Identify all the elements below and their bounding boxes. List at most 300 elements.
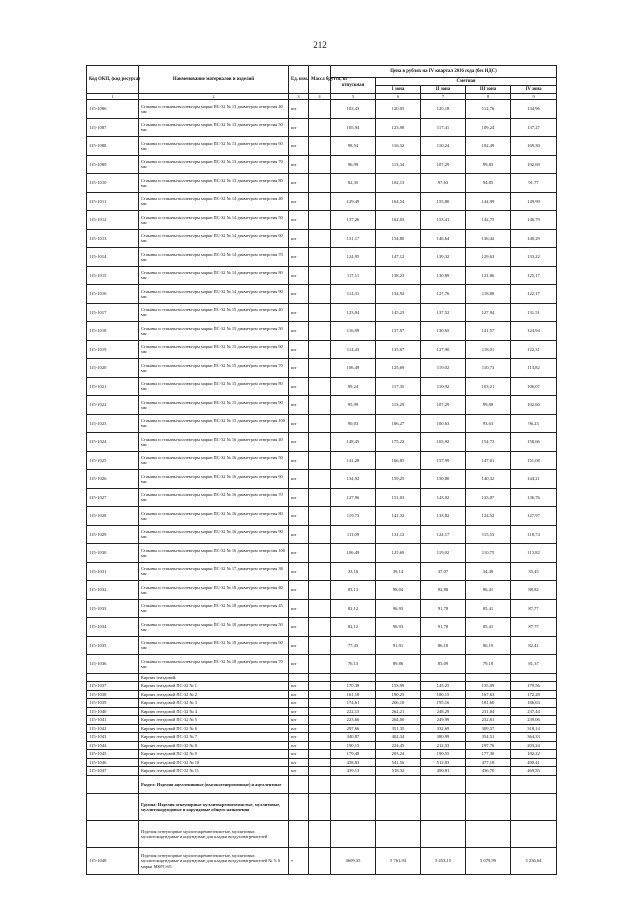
- table-row: [87, 377, 557, 396]
- column-number: 3: [289, 94, 309, 100]
- cell-gross: [309, 848, 331, 875]
- section-heading: Группа: Изделия огнеупорные муллитокремнеземистые, муллитовые, муллитокорундовые и корундовые общего назначения: [139, 794, 289, 821]
- cell-zone-3: 121,57: [466, 322, 511, 341]
- column-number: 1: [87, 94, 139, 100]
- cell-release: 141,28: [331, 451, 376, 470]
- cell-code: 115-1026: [87, 470, 139, 489]
- empty-cell: [511, 821, 557, 848]
- cell-zone-1: 123,98: [376, 118, 421, 137]
- cell-unit: шт: [289, 470, 309, 489]
- cell-unit: шт: [289, 155, 309, 174]
- table-row: [87, 414, 557, 433]
- cell-code: 115-1023: [87, 414, 139, 433]
- table-row: [87, 682, 557, 691]
- cell-zone-4: 113,82: [511, 359, 557, 378]
- section-row: [87, 775, 557, 794]
- table-row: [87, 211, 557, 230]
- cell-zone-1: 137,97: [376, 322, 421, 341]
- cell-name: Кирпич гнездовой ПС-32 № 10: [139, 758, 289, 767]
- cell-zone-1: 96,93: [376, 618, 421, 637]
- column-number: 7: [421, 94, 466, 100]
- cell-gross: [309, 211, 331, 230]
- cell-gross: [309, 581, 331, 600]
- cell-zone-4: 102,60: [511, 396, 557, 415]
- cell-unit: шт: [289, 118, 309, 137]
- cell-release: 116,99: [331, 322, 376, 341]
- table-row: [87, 174, 557, 193]
- cell-zone-1: 91,91: [376, 636, 421, 655]
- cell-name: Стаканы и стаканы-коллекторы марки ПС-32 № 16 диаметром отверстия 60 мм: [139, 470, 289, 489]
- cell-name: Стаканы и стаканы-коллекторы марки ПС-32 № 15 диаметром отверстия 60 мм: [139, 340, 289, 359]
- cell-unit: шт: [289, 707, 309, 716]
- cell-code: 115-1046: [87, 758, 139, 767]
- cell-name: Стаканы и стаканы-коллекторы марки ПС-32 № 15 диаметром отверстия 80 мм: [139, 377, 289, 396]
- column-number: 5: [331, 94, 376, 100]
- cell-zone-4: 87,77: [511, 599, 557, 618]
- table-row: [87, 733, 557, 742]
- cell-unit: шт: [289, 285, 309, 304]
- cell-unit: шт: [289, 488, 309, 507]
- cell-code: 115-1022: [87, 396, 139, 415]
- header-estimate: Сметная: [376, 78, 557, 86]
- cell-unit: шт: [289, 303, 309, 322]
- cell-zone-3: 231,04: [466, 707, 511, 716]
- cell-code: 115-1012: [87, 211, 139, 230]
- cell-zone-2: 190,55: [421, 750, 466, 759]
- cell-name: Стаканы и стаканы-коллекторы марки ПС-32 № 13 диаметром отверстия 70 мм: [139, 155, 289, 174]
- cell-code: 115-1089: [87, 155, 139, 174]
- cell-release: 223,66: [331, 716, 376, 725]
- cell-release: 222,15: [331, 707, 376, 716]
- cell-zone-3: 232,61: [466, 716, 511, 725]
- cell-name: Стаканы и стаканы-коллекторы марки ПС-32 № 15 диаметром отверстия 100 мм: [139, 414, 289, 433]
- cell-code: 115-1041: [87, 716, 139, 725]
- cell-name: Стаканы и стаканы-коллекторы марки ПС-32 № 18 диаметром отверстия 60 мм: [139, 636, 289, 655]
- cell-release: 114,43: [331, 340, 376, 359]
- cell-code: 115-1035: [87, 636, 139, 655]
- cell-release: 106,49: [331, 544, 376, 563]
- cell-release: 106,49: [331, 359, 376, 378]
- cell-zone-3: 94,85: [466, 174, 511, 193]
- cell-unit: шт: [289, 174, 309, 193]
- cell-unit: шт: [289, 767, 309, 776]
- cell-zone-2: 86,18: [421, 636, 466, 655]
- cell-name: Стаканы и стаканы-коллекторы марки ПС-32 № 18 диаметром отверстия 40 мм: [139, 581, 289, 600]
- section-row: [87, 821, 557, 848]
- empty-cell: [376, 821, 421, 848]
- empty-cell: [309, 673, 331, 682]
- cell-zone-3: 93,63: [466, 414, 511, 433]
- cell-unit: шт: [289, 716, 309, 725]
- cell-unit: шт: [289, 599, 309, 618]
- cell-zone-2: 91,78: [421, 618, 466, 637]
- cell-zone-1: 135,07: [376, 340, 421, 359]
- cell-gross: [309, 303, 331, 322]
- section-heading: Раздел: Изделия ацелленинные (высокогенероменные) и ацеллентные: [139, 775, 289, 794]
- empty-cell: [289, 821, 309, 848]
- cell-release: 148,45: [331, 433, 376, 452]
- cell-zone-1: 5 761,93: [376, 848, 421, 875]
- cell-zone-3: 167,63: [466, 690, 511, 699]
- cell-zone-3: 121,86: [466, 266, 511, 285]
- cell-zone-1: 402,34: [376, 733, 421, 742]
- cell-gross: [309, 707, 331, 716]
- empty-cell: [331, 673, 376, 682]
- cell-gross: [309, 525, 331, 544]
- cell-unit: шт: [289, 507, 309, 526]
- cell-name: Кирпич гнездовой ПС-32 № 1: [139, 682, 289, 691]
- empty-cell: [466, 775, 511, 794]
- cell-zone-1: 190,25: [376, 690, 421, 699]
- section-row: [87, 673, 557, 682]
- cell-code: 115-1013: [87, 229, 139, 248]
- cell-zone-2: 5 453,15: [421, 848, 466, 875]
- cell-gross: [309, 285, 331, 304]
- column-number: 6: [376, 94, 421, 100]
- empty-cell: [87, 775, 139, 794]
- cell-release: 129,49: [331, 192, 376, 211]
- cell-zone-2: 110,24: [421, 137, 466, 156]
- table-row: [87, 699, 557, 708]
- cell-name: Кирпич гнездовой ПС-32 № 6: [139, 724, 289, 733]
- cell-zone-2: 107,29: [421, 155, 466, 174]
- section-row: [87, 794, 557, 821]
- cell-zone-2: 180,15: [421, 690, 466, 699]
- cell-zone-3: 99,83: [466, 155, 511, 174]
- cell-gross: [309, 716, 331, 725]
- empty-cell: [289, 775, 309, 794]
- cell-code: 115-1087: [87, 118, 139, 137]
- cell-zone-2: 150,80: [421, 470, 466, 489]
- cell-name: Стаканы и стаканы-коллекторы марки ПС-32 № 14 диаметром отверстия 80 мм: [139, 266, 289, 285]
- cell-release: 83,13: [331, 581, 376, 600]
- cell-gross: [309, 192, 331, 211]
- cell-gross: [309, 266, 331, 285]
- cell-zone-1: 154,80: [376, 229, 421, 248]
- empty-cell: [331, 821, 376, 848]
- empty-cell: [309, 821, 331, 848]
- cell-release: 33,16: [331, 562, 376, 581]
- cell-zone-2: 92,88: [421, 581, 466, 600]
- cell-zone-4: 35,45: [511, 562, 557, 581]
- cell-code: 115-1037: [87, 682, 139, 691]
- cell-unit: шт: [289, 451, 309, 470]
- table-row: [87, 266, 557, 285]
- cell-name: Стаканы и стаканы-коллекторы марки ПС-32 № 13 диаметром отверстия 60 мм: [139, 137, 289, 156]
- cell-code: 115-1021: [87, 377, 139, 396]
- cell-zone-3: 118,01: [466, 340, 511, 359]
- cell-zone-2: 130,65: [421, 322, 466, 341]
- cell-code: 115-1048: [87, 848, 139, 875]
- cell-zone-2: 97,63: [421, 174, 466, 193]
- cell-name: Стаканы и стаканы-коллекторы марки ПС-32 № 16 диаметром отверстия 100 мм: [139, 544, 289, 563]
- cell-name: Стаканы и стаканы-коллекторы марки ПС-32 № 14 диаметром отверстия 90 мм: [139, 285, 289, 304]
- cell-zone-2: 127,90: [421, 340, 466, 359]
- cell-zone-2: 124,17: [421, 525, 466, 544]
- cell-gross: [309, 544, 331, 563]
- cell-zone-4: 134,96: [511, 100, 557, 119]
- cell-release: 90,03: [331, 414, 376, 433]
- cell-zone-1: 541,56: [376, 758, 421, 767]
- cell-unit: шт: [289, 562, 309, 581]
- cell-release: 458,83: [331, 758, 376, 767]
- cell-zone-4: 239,06: [511, 716, 557, 725]
- cell-name: Стаканы и стаканы-коллекторы марки ПС-32 № 16 диаметром отверстия 90 мм: [139, 525, 289, 544]
- cell-zone-1: 224,45: [376, 741, 421, 750]
- cell-zone-4: 131,51: [511, 303, 557, 322]
- cell-unit: шт: [289, 359, 309, 378]
- cell-zone-1: 89,86: [376, 655, 421, 674]
- cell-unit: шт: [289, 137, 309, 156]
- cell-name: Стаканы и стаканы-коллекторы марки ПС-32 № 13 диаметром отверстия 40 мм: [139, 100, 289, 119]
- cell-unit: шт: [289, 340, 309, 359]
- cell-zone-3: 197,76: [466, 741, 511, 750]
- cell-release: 123,04: [331, 303, 376, 322]
- cell-gross: [309, 414, 331, 433]
- cell-name: Стаканы и стаканы-коллекторы марки ПС-32 № 14 диаметром отверстия 60 мм: [139, 229, 289, 248]
- cell-zone-2: 212,53: [421, 741, 466, 750]
- cell-zone-1: 162,03: [376, 211, 421, 230]
- cell-release: 4609,35: [331, 848, 376, 875]
- cell-release: 114,31: [331, 285, 376, 304]
- header-unit: Ед. изм.: [289, 66, 309, 94]
- cell-gross: [309, 470, 331, 489]
- column-number: 8: [466, 94, 511, 100]
- cell-zone-4: 169,30: [511, 137, 557, 156]
- cell-code: 115-1086: [87, 100, 139, 119]
- table-row: [87, 562, 557, 581]
- cell-unit: шт: [289, 377, 309, 396]
- header-zone-2: II зона: [421, 86, 466, 94]
- cell-code: 115-1031: [87, 562, 139, 581]
- cell-gross: [309, 767, 331, 776]
- cell-code: 115-1016: [87, 285, 139, 304]
- cell-zone-2: 145,25: [421, 682, 466, 691]
- table-row: [87, 655, 557, 674]
- cell-release: 96,99: [331, 155, 376, 174]
- page-number: 212: [313, 40, 327, 50]
- cell-name: Стаканы и стаканы-коллекторы марки ПС-32 № 16 диаметром отверстия 80 мм: [139, 507, 289, 526]
- cell-zone-4: 81,37: [511, 655, 557, 674]
- cell-zone-1: 351,35: [376, 724, 421, 733]
- table-row: [87, 303, 557, 322]
- cell-code: 115-1017: [87, 303, 139, 322]
- cell-name: Стаканы и стаканы-коллекторы марки ПС-32 № 18 диаметром отверстия 70 мм: [139, 655, 289, 674]
- cell-code: 115-1040: [87, 707, 139, 716]
- cell-zone-4: 118,74: [511, 525, 557, 544]
- cell-gross: [309, 636, 331, 655]
- cell-gross: [309, 155, 331, 174]
- header-code: Код ОКП, (код ресурса): [87, 66, 139, 94]
- empty-cell: [376, 794, 421, 821]
- cell-release: 119,73: [331, 507, 376, 526]
- table-row: [87, 433, 557, 452]
- cell-zone-4: 127,97: [511, 507, 557, 526]
- cell-zone-2: 85,09: [421, 655, 466, 674]
- table-row: [87, 488, 557, 507]
- cell-release: 105,94: [331, 118, 376, 137]
- cell-zone-4: 186,63: [511, 699, 557, 708]
- cell-zone-1: 113,29: [376, 396, 421, 415]
- cell-zone-3: 147,01: [466, 451, 511, 470]
- cell-zone-4: 82,41: [511, 636, 557, 655]
- cell-zone-3: 140,32: [466, 470, 511, 489]
- cell-zone-3: 86,41: [466, 581, 511, 600]
- empty-cell: [511, 673, 557, 682]
- cell-zone-4: 137,27: [511, 118, 557, 137]
- table-row: [87, 470, 557, 489]
- cell-zone-2: 91,78: [421, 599, 466, 618]
- cell-zone-3: 5 079,99: [466, 848, 511, 875]
- cell-gross: [309, 699, 331, 708]
- cell-gross: [309, 322, 331, 341]
- cell-release: 103,43: [331, 100, 376, 119]
- cell-zone-4: 318,14: [511, 724, 557, 733]
- cell-zone-2: 110,92: [421, 377, 466, 396]
- empty-cell: [466, 794, 511, 821]
- cell-zone-4: 192,69: [511, 155, 557, 174]
- cell-release: 340,87: [331, 733, 376, 742]
- price-table: [86, 65, 557, 875]
- cell-zone-3: 124,52: [466, 507, 511, 526]
- cell-name: Стаканы и стаканы-коллекторы марки ПС-32 № 14 диаметром отверстия 50 мм: [139, 211, 289, 230]
- empty-cell: [421, 775, 466, 794]
- cell-unit: шт: [289, 655, 309, 674]
- cell-release: 174,61: [331, 699, 376, 708]
- cell-zone-2: 249,99: [421, 716, 466, 725]
- cell-zone-4: 203,24: [511, 741, 557, 750]
- cell-code: 115-1030: [87, 544, 139, 563]
- cell-gross: [309, 137, 331, 156]
- cell-unit: шт: [289, 733, 309, 742]
- cell-name: Кирпич гнездовой ПС-32 № 4: [139, 707, 289, 716]
- cell-zone-3: 133,07: [466, 488, 511, 507]
- table-row: [87, 285, 557, 304]
- empty-cell: [466, 821, 511, 848]
- cell-unit: шт: [289, 248, 309, 267]
- column-number: 9: [511, 94, 557, 100]
- empty-cell: [376, 775, 421, 794]
- cell-unit: шт: [289, 636, 309, 655]
- cell-code: 115-1028: [87, 507, 139, 526]
- cell-zone-3: 102,49: [466, 137, 511, 156]
- cell-release: 82,12: [331, 599, 376, 618]
- cell-zone-2: 146,64: [421, 229, 466, 248]
- cell-gross: [309, 733, 331, 742]
- table-row: [87, 707, 557, 716]
- cell-zone-2: 153,41: [421, 211, 466, 230]
- section-heading: Изделия огнеупорные муллитокремнеземистые, муллитовые, муллитокорундовые и корундовые для кладки воздухонагревателей: [139, 821, 289, 848]
- cell-zone-2: 512,83: [421, 758, 466, 767]
- table-row: [87, 137, 557, 156]
- cell-gross: [309, 100, 331, 119]
- cell-name: Стаканы и стаканы-коллекторы марки ПС-32 № 16 диаметром отверстия 70 мм: [139, 488, 289, 507]
- cell-unit: шт: [289, 414, 309, 433]
- cell-zone-3: 109,24: [466, 118, 511, 137]
- empty-cell: [87, 821, 139, 848]
- cell-zone-3: 112,76: [466, 100, 511, 119]
- cell-unit: шт: [289, 266, 309, 285]
- cell-zone-1: 206,10: [376, 699, 421, 708]
- cell-zone-1: 116,32: [376, 137, 421, 156]
- table-row: [87, 724, 557, 733]
- cell-zone-4: 106,07: [511, 377, 557, 396]
- cell-code: 115-1010: [87, 174, 139, 193]
- cell-zone-1: 120,05: [376, 100, 421, 119]
- empty-cell: [331, 775, 376, 794]
- cell-code: 115-1044: [87, 741, 139, 750]
- cell-zone-1: 113,34: [376, 155, 421, 174]
- section-heading: Кирпич гнездовой:: [139, 673, 289, 682]
- cell-zone-1: 125,69: [376, 544, 421, 563]
- cell-zone-3: 110,73: [466, 359, 511, 378]
- cell-zone-1: 138,23: [376, 266, 421, 285]
- cell-gross: [309, 359, 331, 378]
- cell-zone-4: 124,94: [511, 322, 557, 341]
- cell-zone-3: 85,41: [466, 618, 511, 637]
- cell-zone-2: 133,82: [421, 507, 466, 526]
- cell-zone-4: 91,77: [511, 174, 557, 193]
- table-row: [87, 848, 557, 875]
- cell-zone-2: 490,81: [421, 767, 466, 776]
- cell-zone-2: 139,32: [421, 248, 466, 267]
- empty-cell: [87, 673, 139, 682]
- cell-zone-1: 98,04: [376, 581, 421, 600]
- cell-zone-1: 166,85: [376, 451, 421, 470]
- cell-zone-1: 117,35: [376, 377, 421, 396]
- cell-code: 115-1032: [87, 581, 139, 600]
- cell-code: 115-1038: [87, 690, 139, 699]
- cell-zone-2: 119,02: [421, 359, 466, 378]
- cell-zone-3: 477,18: [466, 758, 511, 767]
- cell-zone-1: 131,12: [376, 525, 421, 544]
- cell-release: 77,43: [331, 636, 376, 655]
- cell-zone-4: 122,31: [511, 340, 557, 359]
- cell-unit: шт: [289, 682, 309, 691]
- cell-release: 134,92: [331, 470, 376, 489]
- cell-zone-1: 151,03: [376, 488, 421, 507]
- cell-gross: [309, 451, 331, 470]
- table-row: [87, 750, 557, 759]
- table-row: [87, 636, 557, 655]
- cell-unit: т: [289, 848, 309, 875]
- cell-code: 115-1043: [87, 733, 139, 742]
- table-row: [87, 340, 557, 359]
- cell-release: 82,35: [331, 174, 376, 193]
- table-row: [87, 155, 557, 174]
- header-prices: Цена в рублях на IV квартал 2016 года (без НДС): [331, 66, 557, 78]
- cell-zone-4: 96,23: [511, 414, 557, 433]
- cell-release: 98,54: [331, 137, 376, 156]
- cell-name: Кирпич гнездовой ПС-32 № 9: [139, 750, 289, 759]
- cell-release: 179,48: [331, 750, 376, 759]
- cell-unit: шт: [289, 433, 309, 452]
- cell-unit: шт: [289, 525, 309, 544]
- empty-cell: [289, 794, 309, 821]
- header-zone-3: III зона: [466, 86, 511, 94]
- cell-zone-1: 141,32: [376, 507, 421, 526]
- cell-unit: шт: [289, 741, 309, 750]
- cell-zone-4: 364,33: [511, 733, 557, 742]
- cell-zone-1: 159,25: [376, 470, 421, 489]
- cell-release: 124,95: [331, 248, 376, 267]
- table-row: [87, 248, 557, 267]
- cell-zone-2: 127,76: [421, 285, 466, 304]
- cell-unit: шт: [289, 100, 309, 119]
- cell-gross: [309, 174, 331, 193]
- cell-unit: шт: [289, 699, 309, 708]
- table-row: [87, 618, 557, 637]
